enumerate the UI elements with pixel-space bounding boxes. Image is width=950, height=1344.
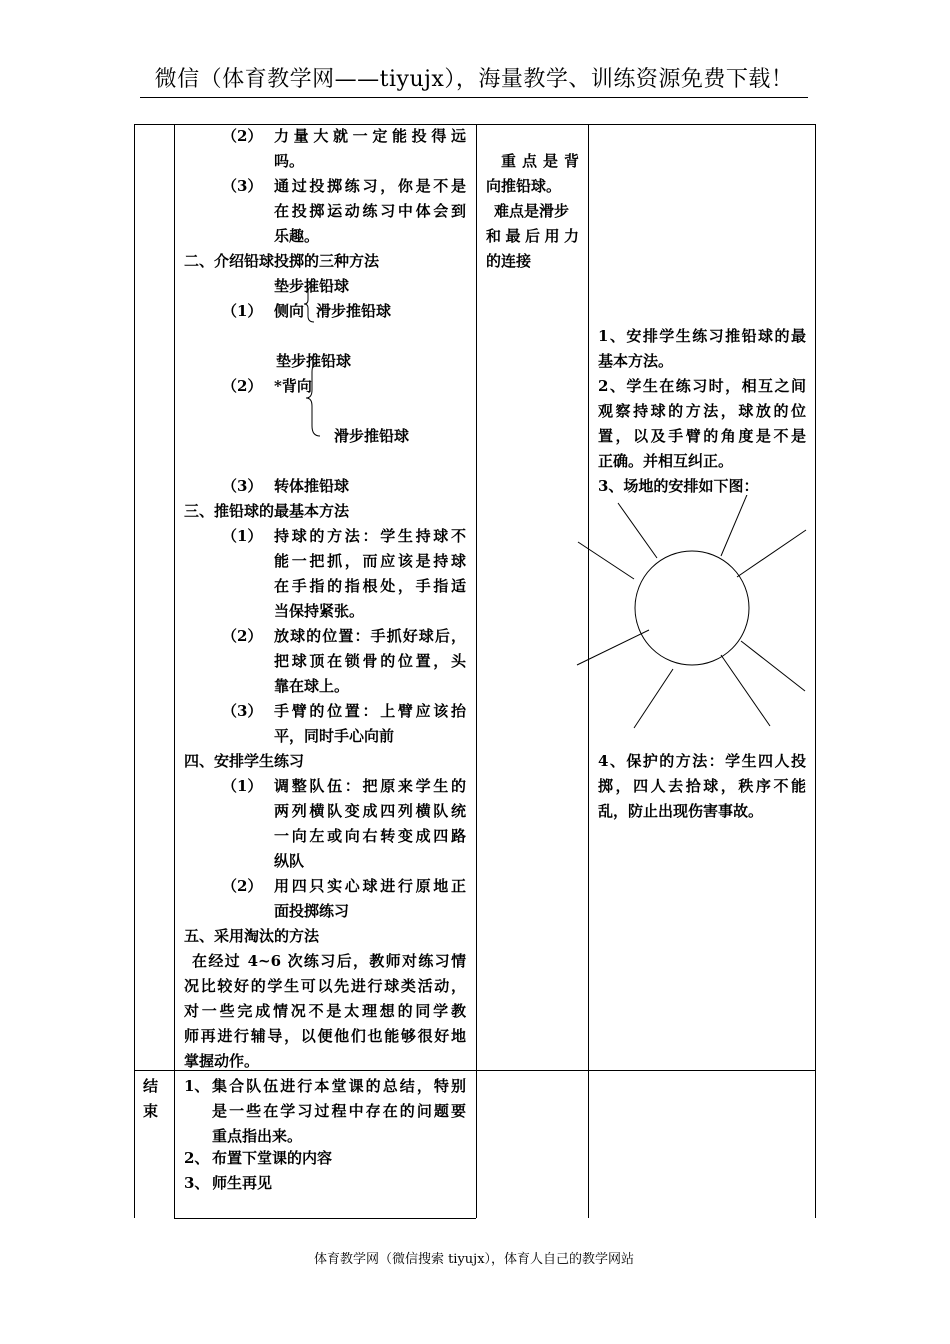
s3-item-2-number: （2） [222,627,263,645]
s3-item-3-line-1: 手臂的位置：上臂应该抬 [274,702,466,720]
method-2-option-b: 滑步推铅球 [334,427,410,445]
s3-item-1-line-4: 当保持紧张。 [274,602,365,620]
s4-item-2-line-1: 用四只实心球进行原地正 [274,877,466,895]
method-1-number: （1） [222,302,263,320]
q3-number: （3） [222,177,263,195]
end-item-1-line-1: 集合队伍进行本堂课的总结，特别 [212,1077,466,1095]
org-point-1-line-1: 1、安排学生练习推铅球的最 [598,327,806,345]
page-header: 微信（体育教学网——tiyujx），海量教学、训练资源免费下载！ [154,67,794,92]
org-point-4-line-1: 4、保护的方法：学生四人投 [598,752,806,770]
throw-line [618,503,657,558]
section-3-title: 三、推铅球的最基本方法 [184,502,350,520]
q3-line-3: 乐趣。 [274,227,320,245]
table-right-border [815,124,816,1218]
org-point-4-line-2: 掷，四人去拾球，秩序不能 [598,777,806,795]
end-item-1-line-3: 重点指出来。 [212,1127,303,1145]
header-rule [140,97,808,98]
key-line-5: 的连接 [486,252,532,270]
field-layout-diagram [570,495,815,740]
method-1-option-b: 滑步推铅球 [316,302,392,320]
end-item-2-text: 布置下堂课的内容 [212,1149,333,1167]
s3-item-2-line-2: 把球顶在锁骨的位置，头 [274,652,466,670]
s4-item-1-line-1: 调整队伍：把原来学生的 [274,777,466,795]
s4-item-1-number: （1） [222,777,263,795]
key-line-1: 重点是背 [501,152,579,170]
s4-item-1-line-2: 两列横队变成四列横队统 [274,802,466,820]
throw-line [721,655,770,726]
q3-line-1: 通过投掷练习，你是不是 [274,177,466,195]
end-item-2-number: 2、 [184,1149,210,1167]
s3-item-2-line-3: 靠在球上。 [274,677,350,695]
org-point-1-line-2: 基本方法。 [598,352,674,370]
end-item-3-number: 3、 [184,1174,210,1192]
method-1-side: 侧向 [274,302,305,320]
end-item-1-line-2: 是一些在学习过程中存在的问题要 [212,1102,466,1120]
method-3-number: （3） [222,477,263,495]
throw-line [721,495,749,556]
key-line-2: 向推铅球。 [486,177,562,195]
s3-item-3-number: （3） [222,702,263,720]
s5-line-1: 在经过 4~6 次练习后，教师对练习情 [192,952,466,970]
section-4-title: 四、安排学生练习 [184,752,305,770]
s5-line-5: 掌握动作。 [184,1052,260,1070]
col-divider-1 [174,124,175,1218]
throw-line [737,530,806,577]
method-2-brace-icon [304,360,326,440]
q3-line-2: 在投掷运动练习中体会到 [274,202,466,220]
s4-item-1-line-3: 一向左或向右转变成四路 [274,827,466,845]
s4-item-2-number: （2） [222,877,263,895]
q2-number: （2） [222,127,263,145]
org-point-4-line-3: 乱，防止出现伤害事故。 [598,802,764,820]
throw-line [578,542,634,579]
s5-line-2: 况比较好的学生可以先进行球类活动， [184,977,466,995]
org-point-2-line-3: 置，以及手臂的角度是不是 [598,427,806,445]
s5-line-3: 对一些完成情况不是太理想的同学教 [184,1002,466,1020]
q2-line-2: 吗。 [274,152,305,170]
section-5-title: 五、采用淘汰的方法 [184,927,320,945]
table-left-border [134,124,135,1218]
key-line-3: 难点是滑步 [494,202,570,220]
end-label-char-2: 束 [143,1102,159,1120]
key-line-4: 和最后用力 [486,227,579,245]
section-2-title: 二、介绍铅球投掷的三种方法 [184,252,380,270]
end-item-1-number: 1、 [184,1077,210,1095]
s3-item-1-line-3: 在手指的指根处，手指适 [274,577,466,595]
method-2-option-a: 垫步推铅球 [276,352,352,370]
s4-item-1-line-4: 纵队 [274,852,305,870]
method-3-label: 转体推铅球 [274,477,350,495]
throw-line [577,630,649,665]
throw-line [741,641,805,691]
col-divider-2 [476,124,477,1218]
end-item-3-text: 师生再见 [212,1174,273,1192]
method-2-back: *背向 [274,377,312,395]
table-bottom-border [174,1218,476,1219]
throwing-circle [635,551,749,665]
method-2-number: （2） [222,377,263,395]
org-point-2-line-4: 正确。并相互纠正。 [598,452,734,470]
s3-item-1-line-1: 持球的方法：学生持球不 [274,527,466,545]
org-point-2-line-1: 2、学生在练习时，相互之间 [598,377,806,395]
page-footer: 体育教学网（微信搜索 tiyujx），体育人自己的教学网站 [313,1252,635,1267]
s5-line-4: 师再进行辅导，以便他们也能够很好地 [184,1027,466,1045]
org-point-3: 3、场地的安排如下图： [598,477,759,495]
s4-item-2-line-2: 面投掷练习 [274,902,350,920]
method-1-option-a: 垫步推铅球 [274,277,350,295]
s3-item-1-line-2: 能一把抓，而应该是持球 [274,552,466,570]
s3-item-1-number: （1） [222,527,263,545]
s3-item-2-line-1: 放球的位置：手抓好球后， [274,627,466,645]
s3-item-3-line-2: 平，同时手心向前 [274,727,395,745]
org-point-2-line-2: 观察持球的方法，球放的位 [598,402,806,420]
q2-line-1: 力量大就一定能投得远 [274,127,466,145]
throw-line [634,669,673,728]
end-label-char-1: 结 [143,1077,159,1095]
